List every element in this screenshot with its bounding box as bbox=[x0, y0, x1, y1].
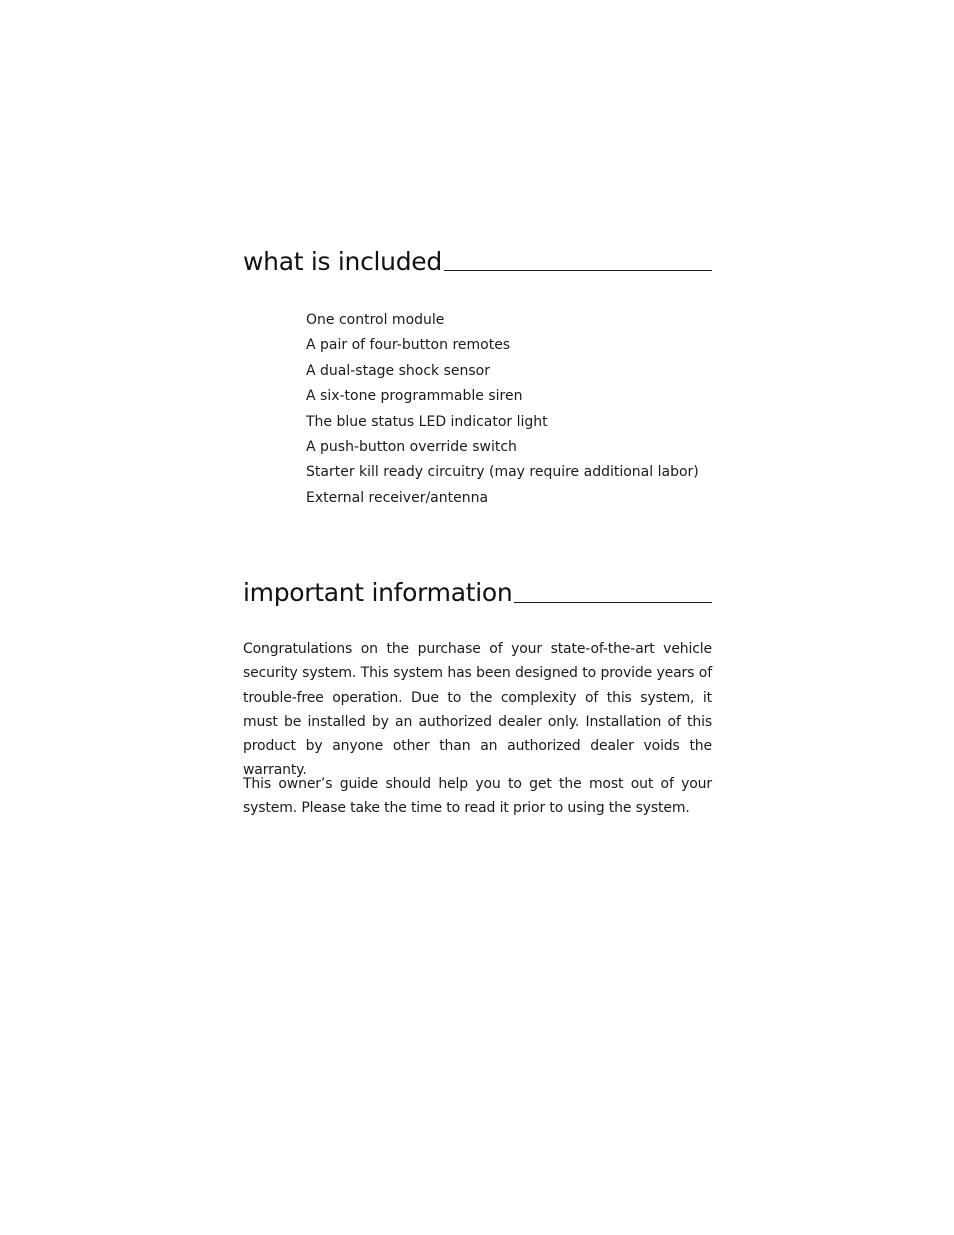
list-item: A push-button override switch bbox=[306, 438, 517, 455]
section-heading-text: what is included bbox=[243, 247, 442, 276]
body-paragraph: Congratulations on the purchase of your state-of-the-art vehicle security system. This system has been designed to provide years of trouble-free operation. Due to the complexity of this system, it must be installed by an authorized dealer only. Installation of this product by anyone other than an authorized dealer voids the warranty. bbox=[243, 641, 712, 779]
list-item: A six-tone programmable siren bbox=[306, 388, 523, 405]
list-item: A dual-stage shock sensor bbox=[306, 362, 491, 379]
list-item: One control module bbox=[306, 312, 445, 328]
section-heading-important-information bbox=[243, 576, 712, 607]
section-heading-text: important information bbox=[243, 578, 513, 607]
list-item: The blue status LED indicator light bbox=[306, 413, 548, 430]
body-paragraph: This owner’s guide should help you to get the most out of your system. Please take the time to read it prior to using the system. bbox=[243, 776, 712, 817]
list-item: External receiver/antenna bbox=[306, 489, 489, 506]
list-item: A pair of four-button remotes bbox=[306, 337, 511, 354]
section-heading-what-is-included bbox=[243, 245, 712, 276]
included-items-list bbox=[306, 308, 699, 511]
list-item: Starter kill ready circuitry (may require additional labor) bbox=[306, 464, 699, 481]
